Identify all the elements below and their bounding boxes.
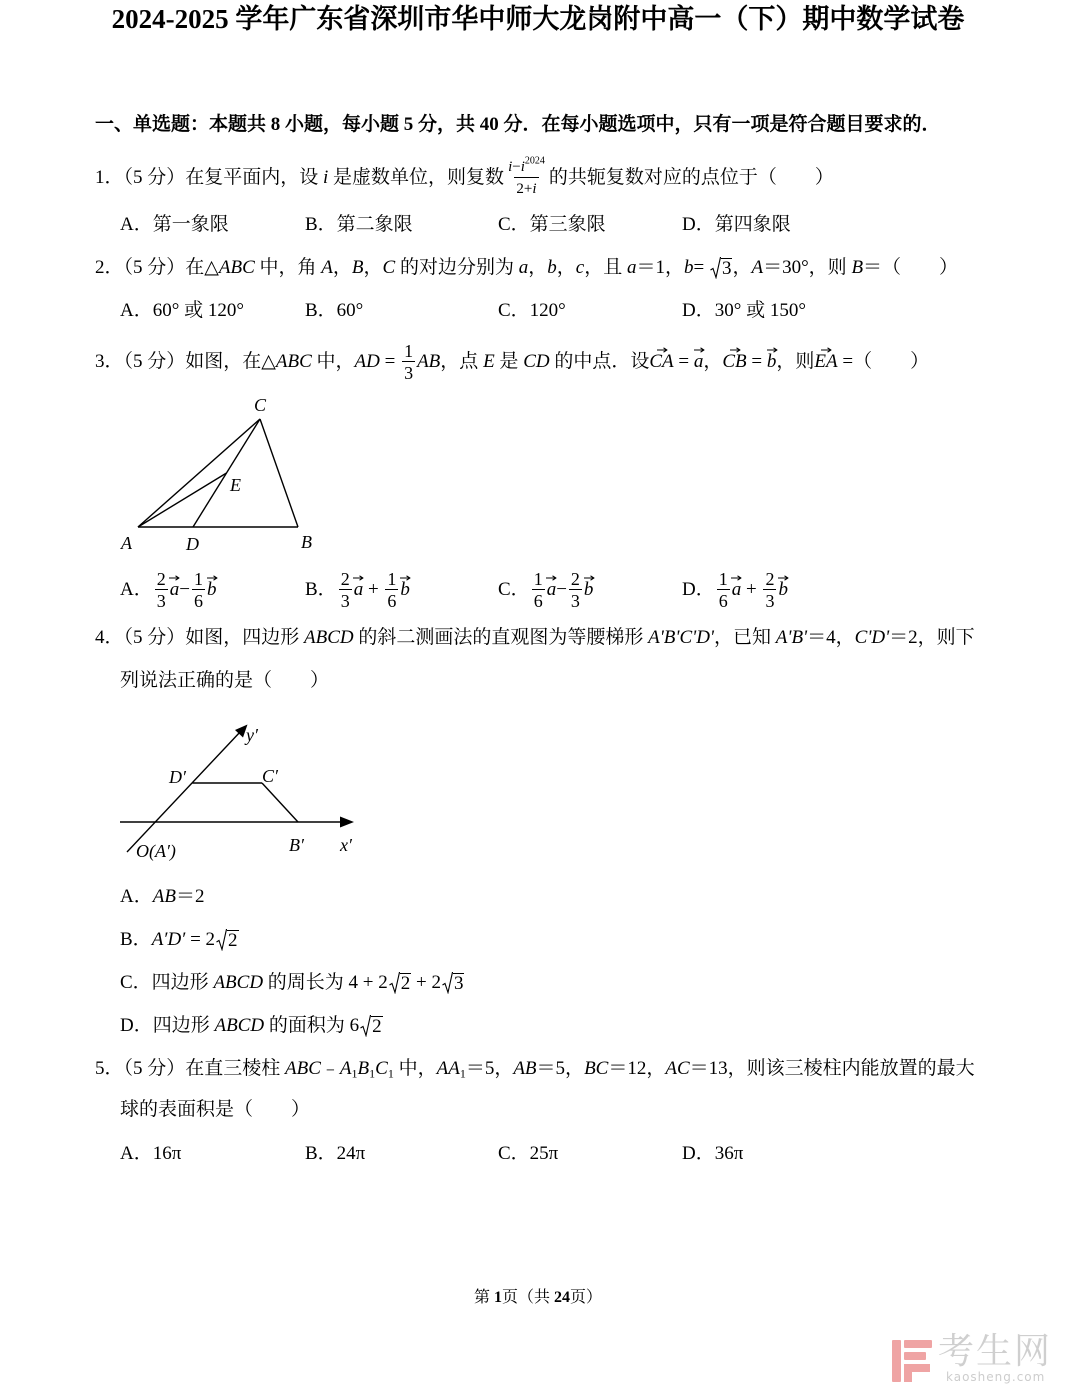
x-axis-arrow-icon: [340, 817, 354, 828]
fraction-numerator: [506, 157, 547, 177]
bold-text-run: 1: [493, 1289, 502, 1306]
fraction-denominator: [385, 589, 398, 611]
math-variable: b: [547, 257, 557, 278]
q2-option-c: [498, 286, 566, 336]
radical-sign-icon: [442, 972, 453, 994]
text-run: 的面积为 6: [264, 1015, 360, 1036]
fraction: [532, 569, 545, 611]
text-run: D．第四象限: [682, 214, 791, 235]
power: [521, 157, 545, 177]
text-run: 的共轭复数对应的点位于（ ）: [548, 167, 834, 188]
text-run: 1: [193, 569, 203, 589]
fraction: [717, 569, 730, 611]
math-variable: AB: [152, 886, 176, 907]
label-y-axis: y′: [246, 725, 258, 745]
math-variable: ABCD: [304, 627, 354, 648]
text-run: 页）: [570, 1289, 603, 1306]
vector-name: b: [766, 351, 777, 372]
math-variable: B: [851, 257, 864, 278]
fraction-numerator: [569, 569, 582, 589]
q5-option-a: [120, 1129, 181, 1179]
fraction: [506, 157, 547, 199]
text-run: ＝30°，则: [763, 257, 852, 278]
fraction-numerator: [402, 341, 415, 361]
text-run: 页（共: [501, 1289, 554, 1306]
vector-name: b: [778, 579, 788, 600]
fraction-denominator: [569, 589, 582, 611]
q3-option-a: [120, 565, 216, 615]
fraction-numerator: [155, 569, 168, 589]
subscripted-variable: [375, 1057, 394, 1081]
vector-name: a: [731, 579, 742, 600]
vector-name: a: [169, 579, 180, 600]
exponent: 2024: [524, 155, 545, 167]
math-variable: AB: [417, 351, 441, 372]
page-number: [0, 1273, 1076, 1323]
text-run: 2: [340, 569, 350, 589]
math-variable: a: [518, 257, 529, 278]
text-run: ＝13，则该三棱柱内能放置的最大: [689, 1058, 975, 1079]
vector-arrow-icon: [778, 575, 789, 581]
q3-stem: [95, 337, 929, 387]
math-variable: A'B': [775, 627, 808, 648]
kaosheng-logo-icon: [890, 1338, 936, 1384]
vector-arrow-icon: [731, 575, 742, 581]
radical-sign-icon: [360, 1015, 371, 1037]
q3-option-d: [682, 565, 788, 615]
square-root: [216, 929, 239, 951]
text-run: B．60°: [305, 300, 364, 321]
fraction: [402, 341, 415, 383]
text-run: −: [179, 579, 190, 600]
segment-bc: [260, 419, 298, 527]
vector-arrow-icon: [766, 347, 777, 353]
text-run: 列说法正确的是（ ）: [120, 670, 330, 691]
fraction: [763, 569, 776, 611]
subscript-index: 1: [459, 1066, 466, 1081]
label-x-axis: x′: [340, 835, 352, 855]
variable-base: A: [339, 1058, 352, 1079]
vector-name: CB: [722, 351, 747, 372]
fraction-denominator: [402, 361, 415, 383]
radicand: 2: [372, 1016, 382, 1037]
q4-stem-line2: [120, 656, 329, 706]
text-run: −: [556, 579, 567, 600]
fraction: [385, 569, 398, 611]
vector-arrow-icon: [169, 575, 180, 581]
text-run: −: [512, 159, 521, 175]
fraction-denominator: [155, 589, 168, 611]
subscript-index: 1: [351, 1066, 358, 1081]
fraction-denominator: [192, 589, 205, 611]
square-root: [360, 1015, 383, 1037]
q3-triangle-figure: [110, 395, 330, 560]
text-run: 1: [533, 569, 543, 589]
text-run: C．: [498, 579, 530, 600]
text-run: 的斜二测画法的直观图为等腰梯形: [353, 627, 649, 648]
text-run: D．36π: [682, 1143, 744, 1164]
vector-arrow-icon: [206, 575, 217, 581]
q5-stem-line2: [120, 1085, 310, 1135]
fraction: [569, 569, 582, 611]
vector: [354, 578, 364, 602]
label-e: E: [230, 475, 241, 495]
vector: [547, 578, 557, 602]
radicand: 2: [228, 930, 238, 951]
exam-title: 2024-2025 学年广东省深圳市华中师大龙岗附中高一（下）期中数学试卷: [111, 4, 965, 34]
text-run: D．四边形: [120, 1015, 215, 1036]
text-run: =: [693, 257, 709, 278]
watermark-brand: 考生网: [938, 1331, 1053, 1372]
text-run: 2: [765, 569, 775, 589]
text-run: 2．（5 分）在△: [95, 257, 219, 278]
text-run: 的中点．设: [549, 351, 650, 372]
vector-arrow-icon: [546, 575, 557, 581]
label-c-prime: C′: [262, 766, 278, 786]
math-variable: AB: [513, 1058, 537, 1079]
text-run: 2: [570, 569, 580, 589]
text-run: D．: [682, 579, 715, 600]
math-variable: b: [683, 257, 694, 278]
text-run: 1．（5 分）在复平面内，设: [95, 167, 324, 188]
radicand: 3: [721, 258, 732, 279]
radicand: 3: [453, 973, 464, 994]
fraction-numerator: [717, 569, 730, 589]
math-variable: ABC: [218, 257, 255, 278]
q2-option-b: [305, 286, 363, 336]
bold-text-run: 24: [554, 1289, 570, 1306]
label-b: B: [301, 532, 312, 552]
watermark-domain: kaosheng.com: [946, 1370, 1046, 1384]
math-variable: c: [575, 257, 585, 278]
q5-option-b: [305, 1129, 365, 1179]
text-run: ，: [528, 257, 548, 278]
vector-arrow-icon: [729, 347, 740, 353]
fraction-numerator: [532, 569, 545, 589]
math-variable: ABC: [285, 1058, 321, 1079]
radical-sign-icon: [389, 972, 400, 994]
radicand: 2: [400, 973, 411, 994]
text-run: 中，: [393, 1058, 437, 1079]
text-run: C．第三象限: [498, 214, 606, 235]
text-run: ，: [732, 257, 752, 278]
text-run: A．60° 或 120°: [120, 300, 244, 321]
text-run: 的对边分别为: [395, 257, 519, 278]
text-run: 第: [473, 1289, 494, 1306]
text-run: 2: [156, 569, 166, 589]
math-variable: A′D′: [151, 929, 186, 950]
vector: [584, 578, 594, 602]
vector-arrow-icon: [693, 347, 704, 353]
vector: [649, 350, 673, 374]
text-run: ＝5，: [465, 1058, 514, 1079]
vector-arrow-icon: [656, 347, 667, 353]
text-run: ＝12，: [608, 1058, 666, 1079]
math-variable: B: [351, 257, 364, 278]
q3-option-c: [498, 565, 593, 615]
math-variable: C'D': [854, 627, 890, 648]
segment-ae: [138, 473, 227, 527]
text-run: ＝4，: [807, 627, 855, 648]
math-variable: ABC: [275, 351, 312, 372]
vector: [207, 578, 217, 602]
radical-sign-icon: [216, 929, 227, 951]
text-run: 中，: [311, 351, 355, 372]
label-b-prime: B′: [289, 835, 304, 855]
variable-base: AA: [436, 1058, 460, 1079]
fraction-numerator: [385, 569, 398, 589]
subscripted-variable: [358, 1057, 376, 1081]
q5-option-c: [498, 1129, 558, 1179]
q1-stem: [95, 153, 834, 203]
vector-name: b: [583, 579, 594, 600]
vector: [694, 350, 704, 374]
vector: [170, 578, 180, 602]
vector-name: CA: [649, 351, 674, 372]
text-run: 6: [193, 591, 203, 611]
variable-base: C: [375, 1058, 388, 1079]
section-heading: 一、单选题：本题共 8 小题，每小题 5 分，共 40 分．在每小题选项中，只有一项是符合题目要求的．: [95, 114, 941, 135]
text-run: = 2: [185, 929, 216, 950]
math-variable: E: [483, 351, 495, 372]
math-variable: AD: [354, 351, 380, 372]
subscripted-variable: [340, 1057, 358, 1081]
label-c: C: [254, 395, 267, 415]
q5-option-d: [682, 1129, 743, 1179]
text-run: 是: [494, 351, 524, 372]
fraction-denominator: [532, 589, 545, 611]
text-run: ，: [332, 257, 352, 278]
text-run: B．24π: [305, 1143, 366, 1164]
math-variable: i: [323, 167, 329, 188]
text-run: 6: [387, 591, 397, 611]
square-root: [442, 972, 465, 994]
q4-oblique-trapezoid-figure: [110, 710, 365, 870]
text-run: 4．（5 分）如图，四边形: [95, 627, 305, 648]
segment-ac: [138, 419, 260, 527]
text-run: ＝1，: [636, 257, 684, 278]
fraction: [339, 569, 352, 611]
text-run: 1: [718, 569, 728, 589]
vector-arrow-icon: [353, 575, 364, 581]
text-run: =: [746, 351, 767, 372]
vector-arrow-icon: [400, 575, 411, 581]
text-run: +: [363, 579, 384, 600]
vector-name: a: [693, 351, 704, 372]
vector-name: b: [400, 579, 410, 600]
radical-sign-icon: [710, 257, 721, 279]
text-run: 5．（5 分）在直三棱柱: [95, 1058, 286, 1079]
math-variable: ABCD: [214, 1015, 265, 1036]
segment-c-b: [262, 783, 298, 822]
power-base: i: [520, 159, 525, 175]
math-variable: C: [382, 257, 396, 278]
text-run: ＝5，: [536, 1058, 585, 1079]
text-run: B．第二象限: [305, 214, 413, 235]
vector-arrow-icon: [821, 347, 832, 353]
math-variable: A: [321, 257, 333, 278]
text-run: ，已知: [714, 627, 776, 648]
math-variable: AC: [665, 1058, 690, 1079]
vector: [767, 350, 777, 374]
math-variable: a: [626, 257, 637, 278]
text-run: A．第一象限: [120, 214, 229, 235]
text-run: 2+: [516, 181, 533, 197]
text-run: 3: [156, 591, 166, 611]
vector: [778, 578, 788, 602]
text-run: 3: [340, 591, 350, 611]
text-run: A．: [120, 886, 153, 907]
text-run: ＝2，则下: [889, 627, 975, 648]
q2-option-a: [120, 286, 244, 336]
text-run: 3: [570, 591, 580, 611]
square-root: [389, 972, 412, 994]
text-run: ，: [556, 257, 576, 278]
text-run: A．16π: [120, 1143, 182, 1164]
text-run: 球的表面积是（ ）: [120, 1099, 311, 1120]
text-run: + 2: [411, 972, 441, 993]
text-run: A．: [120, 579, 153, 600]
fraction-denominator: [514, 177, 538, 199]
fraction-numerator: [192, 569, 205, 589]
text-run: =: [379, 351, 401, 372]
text-run: 6: [718, 591, 728, 611]
text-run: 中，角: [254, 257, 322, 278]
vector-name: a: [546, 579, 557, 600]
math-variable: i: [508, 159, 513, 175]
text-run: =（ ）: [837, 351, 930, 372]
subscript-index: 1: [369, 1066, 376, 1081]
vector-arrow-icon: [583, 575, 594, 581]
text-run: B．: [120, 929, 152, 950]
square-root: [710, 257, 733, 279]
vector: [814, 350, 837, 374]
fraction-numerator: [763, 569, 776, 589]
text-run: ，: [363, 257, 383, 278]
text-run: ﹣: [320, 1058, 340, 1079]
fraction-denominator: [717, 589, 730, 611]
text-run: 1: [387, 569, 397, 589]
math-variable: ABCD: [213, 972, 264, 993]
math-variable: i: [532, 181, 537, 197]
text-run: ，则: [776, 351, 815, 372]
text-run: =: [673, 351, 694, 372]
text-run: 6: [533, 591, 543, 611]
text-run: 是虚数单位，则复数: [328, 167, 505, 188]
text-run: 3: [404, 363, 414, 383]
label-d-prime: D′: [169, 767, 186, 787]
text-run: ，点: [440, 351, 484, 372]
text-run: +: [741, 579, 762, 600]
label-d: D: [186, 534, 199, 554]
text-run: C．四边形: [120, 972, 214, 993]
label-origin-a-prime: O(A′): [136, 841, 176, 861]
q2-option-d: [682, 286, 806, 336]
text-run: ＝2: [175, 886, 205, 907]
math-variable: A: [751, 257, 764, 278]
q3-option-b: [305, 565, 410, 615]
math-variable: CD: [523, 351, 550, 372]
text-run: C．120°: [498, 300, 566, 321]
subscript-index: 1: [387, 1066, 394, 1081]
math-variable: BC: [584, 1058, 609, 1079]
text-run: ，且: [584, 257, 627, 278]
fraction-denominator: [339, 589, 352, 611]
label-a: A: [121, 533, 132, 553]
text-run: B．: [305, 579, 337, 600]
text-run: D．30° 或 150°: [682, 300, 806, 321]
vector-name: b: [206, 579, 217, 600]
text-run: 1: [404, 341, 414, 361]
text-run: 3: [765, 591, 775, 611]
vector: [722, 350, 746, 374]
vector-name: a: [353, 579, 364, 600]
vector: [732, 578, 742, 602]
math-variable: A'B'C'D': [648, 627, 715, 648]
vector-name: EA: [814, 351, 838, 372]
text-run: 3．（5 分）如图，在△: [95, 351, 276, 372]
vector: [400, 578, 410, 602]
variable-base: B: [357, 1058, 370, 1079]
text-run: 的周长为 4 + 2: [263, 972, 388, 993]
fraction-numerator: [339, 569, 352, 589]
subscripted-variable: [437, 1057, 466, 1081]
text-run: ，: [703, 351, 723, 372]
fraction: [192, 569, 205, 611]
text-run: ＝（ ）: [863, 257, 959, 278]
fraction: [155, 569, 168, 611]
fraction-denominator: [763, 589, 776, 611]
text-run: C．25π: [498, 1143, 559, 1164]
y-axis: [127, 731, 241, 852]
